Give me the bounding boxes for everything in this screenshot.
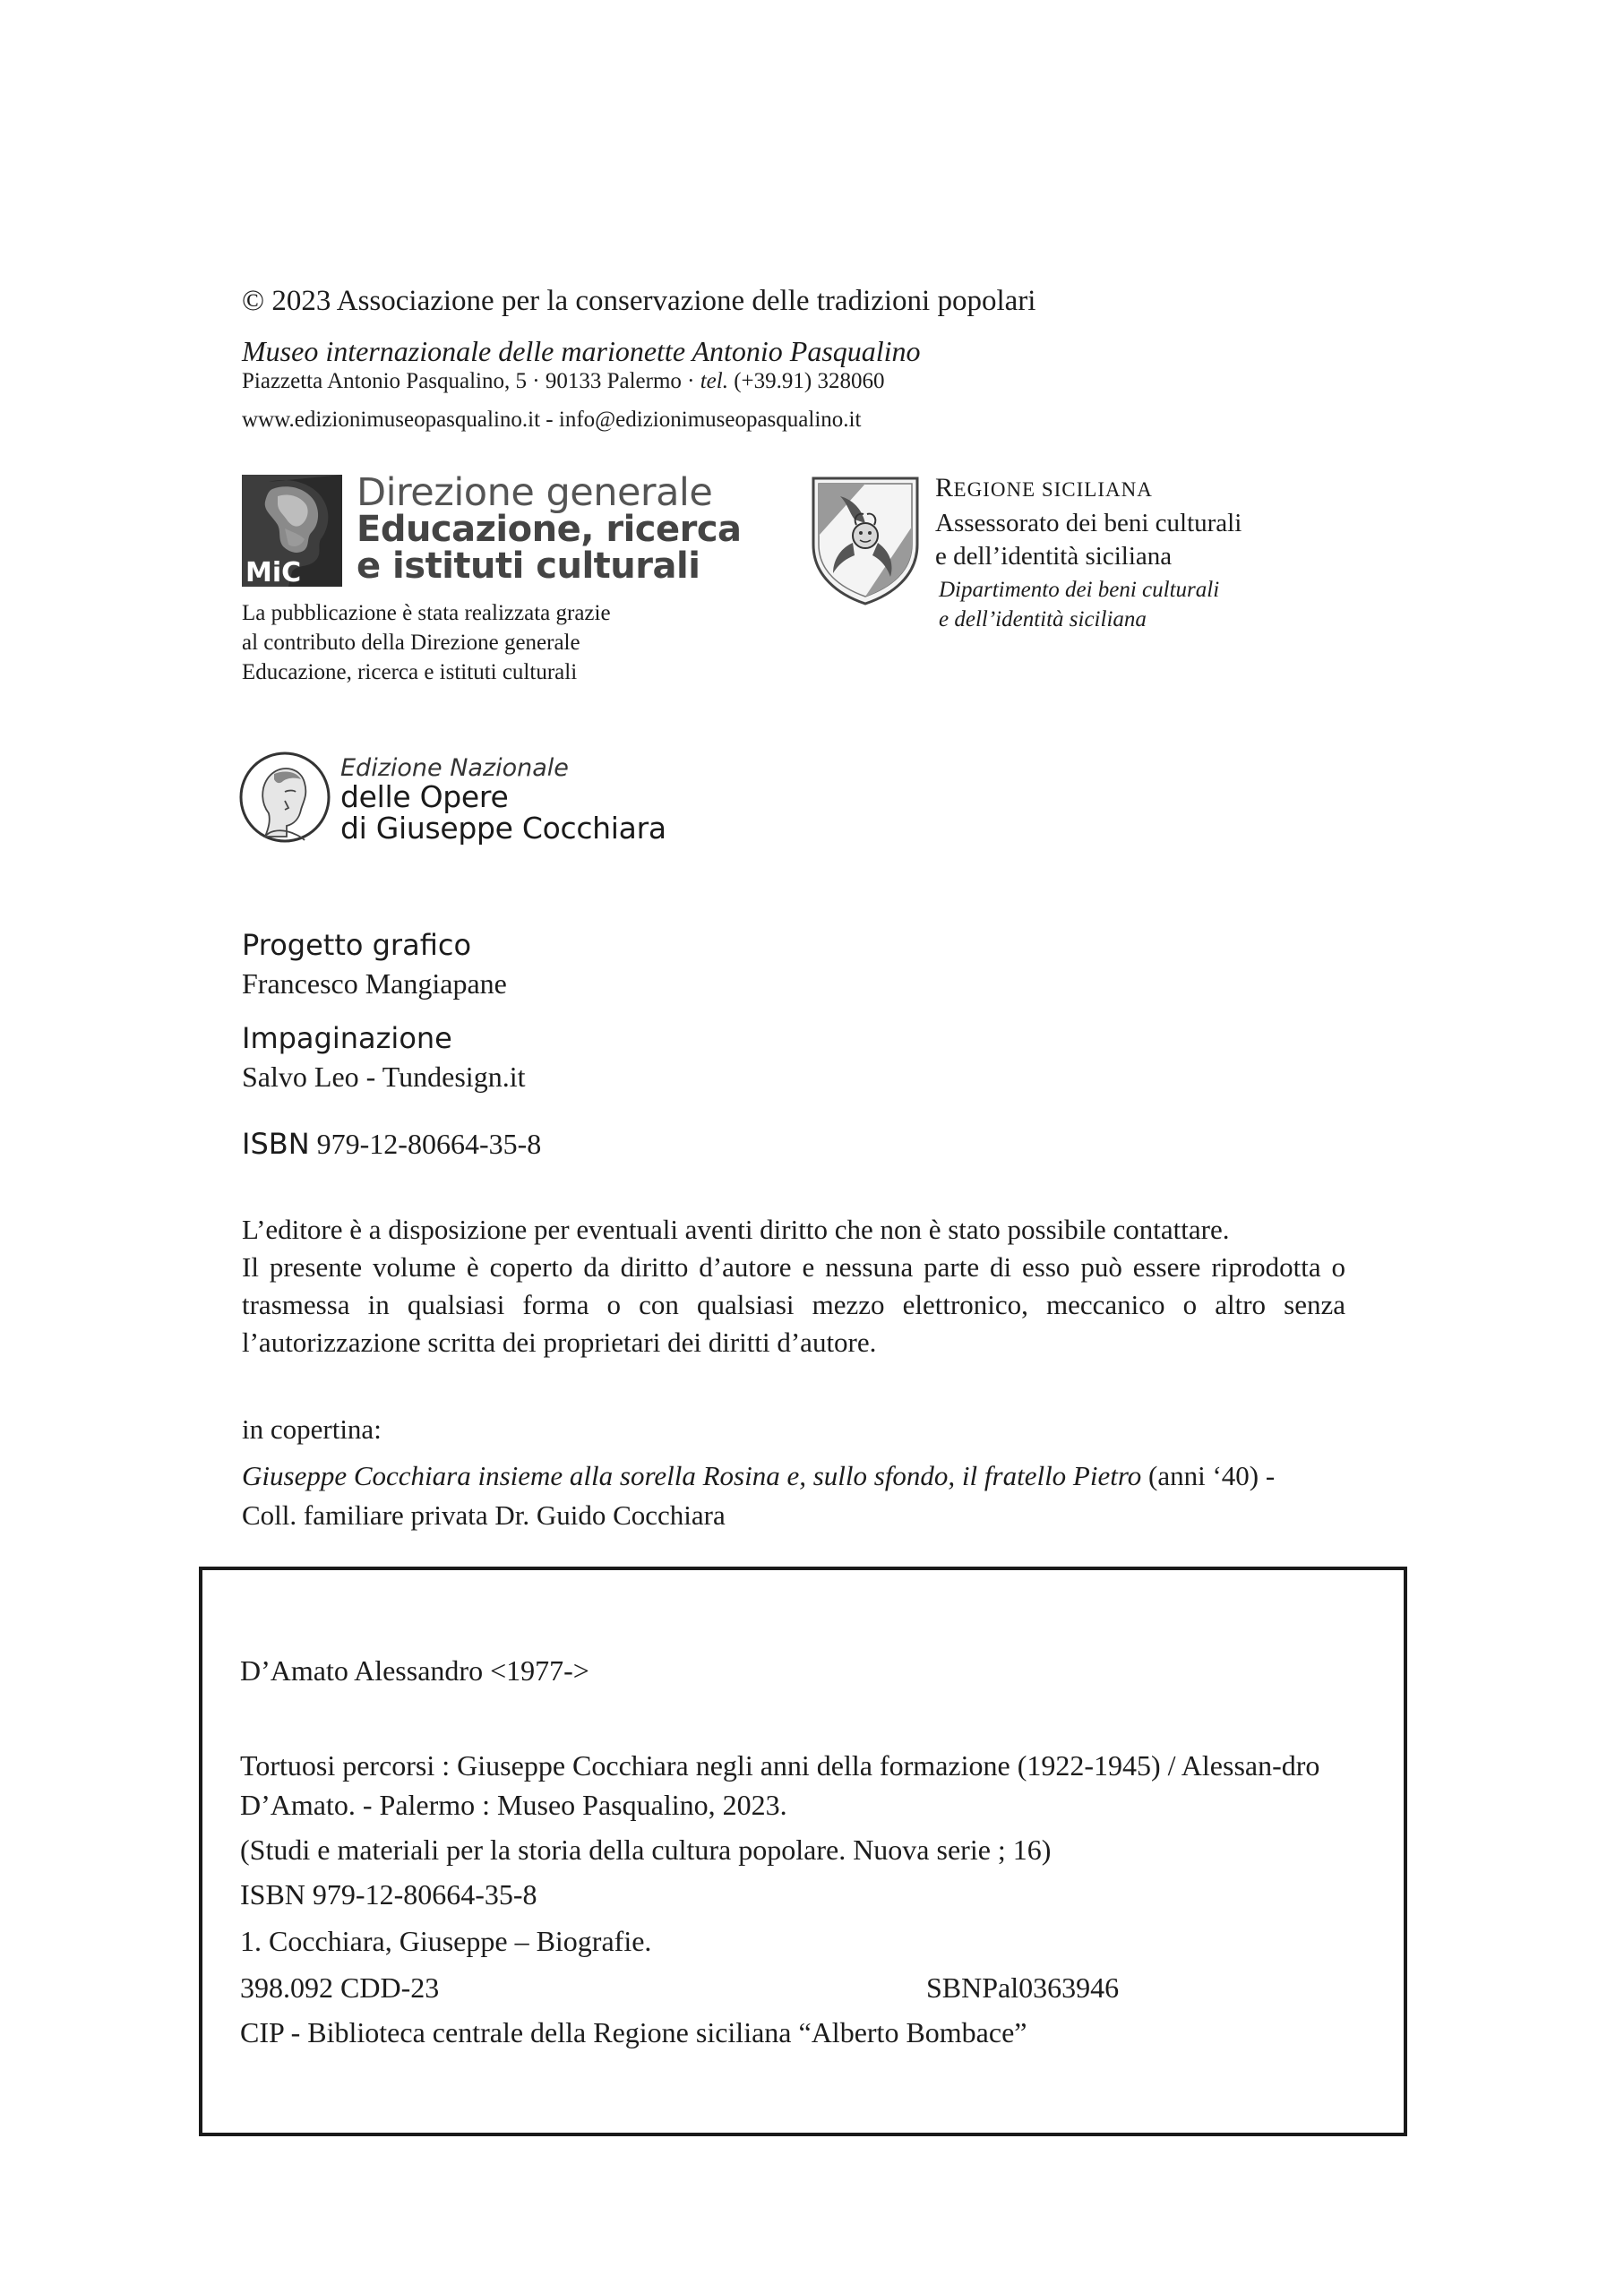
portrait-medal-icon <box>238 751 331 844</box>
impaginazione-name: Salvo Leo - Tundesign.it <box>242 1061 526 1093</box>
cip-isbn: ISBN 979-12-80664-35-8 <box>240 1878 537 1911</box>
edizione-text <box>340 756 666 844</box>
mic-logo-text <box>357 470 742 587</box>
cover-caption-italic: Giuseppe Cocchiara insieme alla sorella Rosina e, sullo sfondo, il fratello Pietro <box>242 1460 1142 1491</box>
dipartimento-line: e dell’identità siciliana <box>939 607 1147 631</box>
mic-caption <box>242 598 611 687</box>
cip-subject: 1. Cocchiara, Giuseppe – Biografie. <box>240 1925 652 1957</box>
mic-line-1: Direzione generale <box>357 470 713 515</box>
cover-caption <box>242 1456 1353 1535</box>
mic-caption-line: La pubblicazione è stata realizzata grazie <box>242 601 611 625</box>
cover-caption-rest: (anni ‘40) - <box>1141 1460 1276 1491</box>
mic-logo <box>242 470 742 587</box>
region-title-initial: R <box>935 473 954 502</box>
mic-caption-line: al contributo della Direzione generale <box>242 631 580 655</box>
assessorato-line: Assessorato dei beni culturali <box>935 509 1242 537</box>
cip-source: CIP - Biblioteca centrale della Regione siciliana “Alberto Bombace” <box>240 2016 1027 2048</box>
edizione-nazionale-logo <box>238 751 722 849</box>
cover-label: in copertina: <box>242 1413 382 1445</box>
assessorato-line: e dell’identità siciliana <box>935 542 1173 571</box>
trinacria-crest-icon <box>808 473 923 607</box>
cip-sbn-code: SBNPal0363946 <box>926 1971 1120 2004</box>
edizione-line-2: delle Opere <box>340 779 509 814</box>
cip-title: Tortuosi percorsi : Giuseppe Cocchiara negli anni della formazione (1922-1945) / Alessan-dro D’Amato. - Palermo : Museo Pasqualino, 2023. <box>240 1749 1320 1821</box>
cip-classification: 398.092 CDD-23 <box>240 1971 440 2004</box>
cover-caption-line-2: Coll. familiare privata Dr. Guido Cocchiara <box>242 1499 726 1531</box>
cip-record-box <box>199 1567 1407 2136</box>
cover-caption-line-1 <box>242 1456 1353 1496</box>
regione-siciliana-logo <box>808 473 1310 631</box>
cip-series: (Studi e materiali per la storia della cultura popolare. Nuova serie ; 16) <box>240 1834 1052 1866</box>
impaginazione-label: Impaginazione <box>242 1021 452 1055</box>
copyright-line: © 2023 Associazione per la conservazione delle tradizioni popolari <box>242 285 1036 317</box>
address-text: Piazzetta Antonio Pasqualino, 5 · 90133 Palermo · <box>242 369 700 393</box>
tel-label: tel. <box>700 369 728 393</box>
mic-emblem-text: MiC <box>245 557 302 587</box>
isbn-line <box>242 1127 541 1161</box>
region-dipartimento <box>939 575 1219 634</box>
region-title-rest: EGIONE SICILIANA <box>953 478 1153 501</box>
tel-number: (+39.91) 328060 <box>727 369 885 393</box>
museum-name: Museo internazionale delle marionette Antonio Pasqualino <box>242 335 921 367</box>
mic-caption-line: Educazione, ricerca e istituti culturali <box>242 660 578 684</box>
isbn-label: ISBN <box>242 1127 310 1161</box>
region-title <box>935 473 1153 503</box>
mic-line-3: e istituti culturali <box>357 545 700 587</box>
museum-address <box>242 369 884 394</box>
copyright-notice <box>242 1211 1345 1361</box>
web-email: www.edizionimuseopasqualino.it - info@edizionimuseopasqualino.it <box>242 408 862 432</box>
dipartimento-line: Dipartimento dei beni culturali <box>939 578 1220 602</box>
region-assessorato <box>935 507 1242 573</box>
mic-line-2: Educazione, ricerca <box>357 509 742 550</box>
progetto-grafico-name: Francesco Mangiapane <box>242 967 507 1000</box>
edizione-line-1: Edizione Nazionale <box>340 754 569 782</box>
notice-body: Il presente volume è coperto da diritto d’autore e nessuna parte di esso può essere riprodotta o trasmessa in qualsiasi forma o con qualsiasi mezzo elettronico, meccanico o altro senza l’autorizzazione scritta dei proprietari dei diritti d’autore. <box>242 1251 1345 1358</box>
progetto-grafico-label: Progetto grafico <box>242 928 472 962</box>
mic-emblem-icon <box>242 475 342 587</box>
isbn-value: 979-12-80664-35-8 <box>309 1128 542 1160</box>
edizione-line-3: di Giuseppe Cocchiara <box>340 811 666 846</box>
cip-author: D’Amato Alessandro <1977-> <box>240 1654 589 1687</box>
notice-line-1: L’editore è a disposizione per eventuali aventi diritto che non è stato possibile contattare. <box>242 1214 1230 1245</box>
